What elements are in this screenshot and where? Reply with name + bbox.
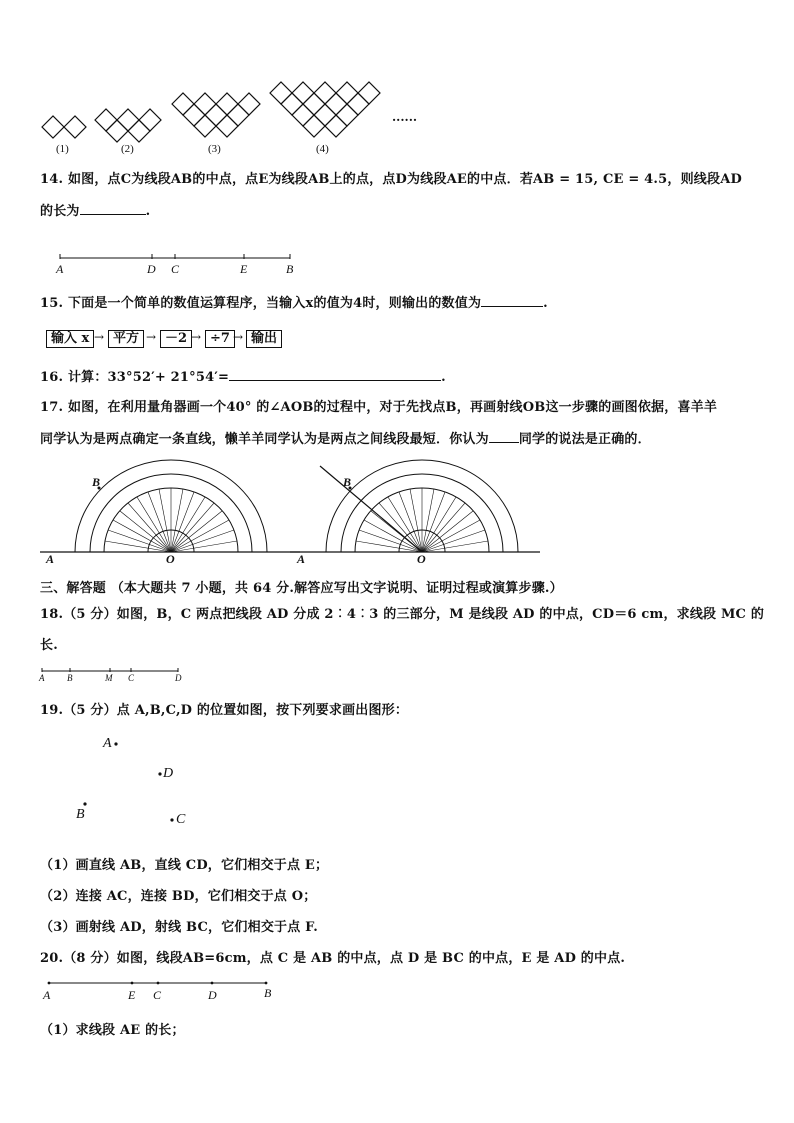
flow-output-box: 输出 (246, 330, 282, 348)
section-3-heading: 三、解答题 （本大题共 7 小题，共 64 分.解答应写出文字说明、证明过程或演算步骤.） (40, 581, 563, 596)
q14-point-a: A (56, 262, 64, 276)
q14-point-d: D (147, 262, 156, 276)
flow-arrow-icon: → (94, 330, 105, 344)
protractor-right-label-b: B (343, 475, 352, 489)
q19-text: 19.（5 分）点 A,B,C,D 的位置如图，按下列要求画出图形： (40, 703, 409, 718)
q18-point-b: B (67, 673, 73, 683)
flow-arrow-icon: → (146, 330, 157, 344)
q14-line1: 14. 如图，点C为线段AB的中点，点E为线段AB上的点，点D为线段AE的中点．若AB = 15, CE = 4.5，则线段AD (40, 172, 742, 187)
q14-point-b: B (286, 262, 294, 276)
protractor-right-label-a: A (297, 552, 306, 566)
q19-item-2: （2）连接 AC，连接 BD，它们相交于点 O； (40, 889, 317, 904)
q14-line2-end: . (145, 204, 151, 219)
q18-line2: 长. (40, 638, 58, 653)
flow-arrow-icon: → (191, 330, 202, 344)
q20-text: 20.（8 分）如图，线段AB=6cm，点 C 是 AB 的中点，点 D 是 BC 的中点，E 是 AD 的中点. (40, 951, 626, 966)
q15-end: . (543, 296, 548, 311)
q20-point-d: D (208, 988, 217, 1002)
q19-item-1: （1）画直线 AB，直线 CD，它们相交于点 E； (40, 858, 329, 873)
q18-point-c: C (128, 673, 135, 683)
q20-point-a: A (43, 988, 51, 1002)
q18-point-d: D (175, 673, 182, 683)
figure-caption-3: (3) (208, 143, 221, 155)
q14-point-e: E (240, 262, 248, 276)
q17-line2-b: 同学的说法是正确的． (518, 432, 651, 447)
q20-point-e: E (128, 988, 136, 1002)
protractor-left-label-a: A (46, 552, 55, 566)
q18-line1: 18.（5 分）如图，B，C 两点把线段 AD 分成 2︰4︰3 的三部分，M 是线段 AD 的中点，CD＝6 cm，求线段 MC 的 (40, 607, 765, 622)
q19-point-a: A (103, 736, 112, 751)
q18-point-a: A (39, 673, 45, 683)
q19-point-b: B (76, 807, 85, 822)
q17-line2-a: 同学认为是两点确定一条直线，懒羊羊同学认为是两点之间线段最短．你认为 (40, 432, 489, 447)
q15-question: 15. 下面是一个简单的数值运算程序，当输入x的值为4时，则输出的数值为 (40, 296, 482, 311)
q19-item-3: （3）画射线 AD，射线 BC，它们相交于点 F. (40, 920, 319, 935)
flow-div7-box: ÷7 (205, 330, 235, 348)
flow-minus2-box: －2 (160, 330, 192, 348)
q19-point-d: D (163, 766, 174, 781)
flow-input-box: 输入 x (46, 330, 94, 348)
protractor-left-label-o: O (166, 552, 175, 566)
q16-end: . (441, 370, 446, 385)
protractor-right-label-o: O (417, 552, 426, 566)
q20-item-1: （1）求线段 AE 的长； (40, 1023, 185, 1038)
flow-arrow-icon: → (233, 330, 244, 344)
q17-line1: 17. 如图，在利用量角器画一个40° 的∠AOB的过程中，对于先找点B，再画射线OB这一步骤的画图依据，喜羊羊 (40, 400, 718, 415)
figure-ellipsis: ...... (392, 110, 418, 124)
protractor-left-label-b: B (92, 475, 101, 489)
figure-caption-4: (4) (316, 143, 329, 155)
q20-point-c: C (153, 988, 162, 1002)
flow-square-box: 平方 (108, 330, 144, 348)
figure-caption-1: (1) (56, 143, 69, 155)
q14-line2-text: 的长为 (40, 204, 80, 219)
q19-point-c: C (176, 812, 186, 827)
figure-caption-2: (2) (121, 143, 134, 155)
q18-point-m: M (105, 673, 113, 683)
q20-point-b: B (264, 986, 272, 1000)
q16-question: 16. 计算：33°52′+ 21°54′= (40, 370, 230, 385)
q14-point-c: C (171, 262, 180, 276)
